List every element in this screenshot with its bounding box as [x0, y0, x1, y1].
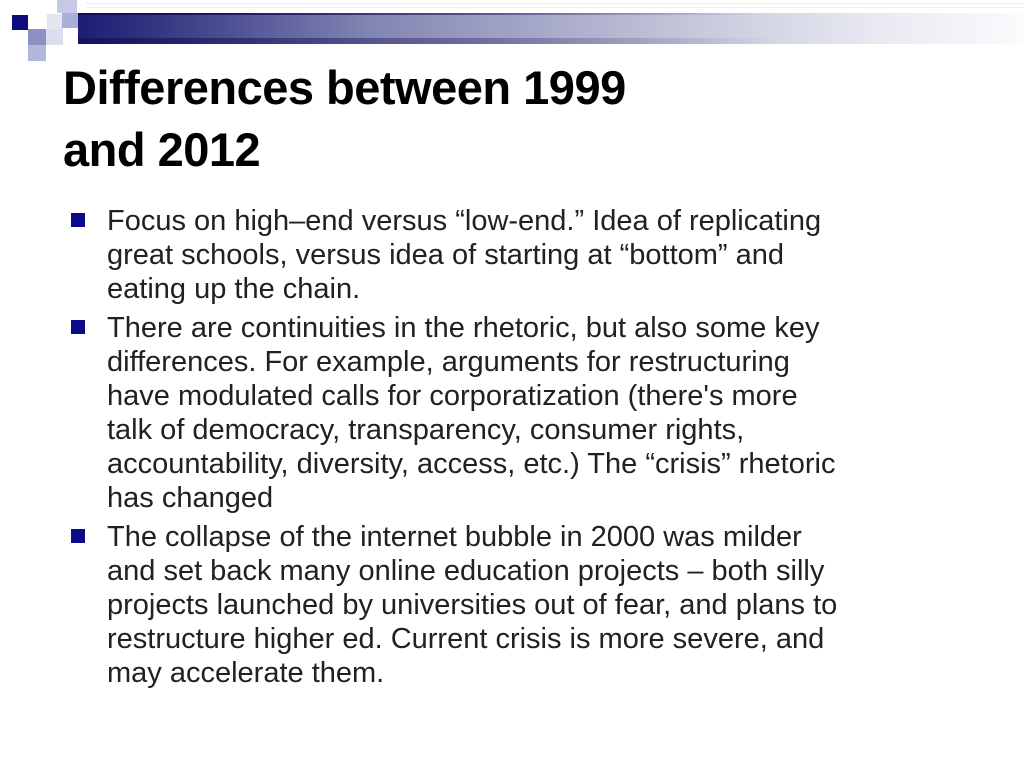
decorative-square [46, 29, 63, 45]
decorative-square [28, 29, 46, 45]
slide-title [63, 57, 626, 181]
bullet-text-line: accountability, diversity, access, etc.) The “crisis” rhetoric [107, 448, 836, 480]
bullet-square-icon [71, 213, 85, 227]
faint-top-line [86, 3, 1024, 4]
bullet-text-line: may accelerate them. [107, 657, 385, 689]
decorative-square [28, 45, 46, 61]
decorative-square [62, 13, 78, 28]
bullet-text-line: and set back many online education projects – both silly [107, 555, 825, 587]
header-gradient-bar [78, 13, 1024, 44]
bullet-square-icon [71, 529, 85, 543]
slide-title-line: Differences between 1999 [63, 61, 626, 114]
bullet-text-line: have modulated calls for corporatization (there's more [107, 380, 798, 412]
bullet-square-icon [71, 320, 85, 334]
decorative-square [57, 0, 77, 13]
bullet-text-line: restructure higher ed. Current crisis is more severe, and [107, 623, 825, 655]
bullet-text-line: There are continuities in the rhetoric, but also some key [107, 312, 820, 344]
bullet-item [63, 311, 998, 515]
bullet-item [63, 204, 998, 306]
decorative-square [47, 14, 63, 29]
bullet-text-line: talk of democracy, transparency, consumer rights, [107, 414, 745, 446]
faint-top-line [86, 7, 1024, 8]
bullet-text-line: differences. For example, arguments for restructuring [107, 346, 790, 378]
bullet-text-line: The collapse of the internet bubble in 2000 was milder [107, 521, 802, 553]
bullet-text-line: projects launched by universities out of fear, and plans to [107, 589, 838, 621]
decorative-square [12, 15, 28, 30]
bullet-item [63, 520, 998, 690]
bullet-text-line: Focus on high–end versus “low-end.” Idea of replicating [107, 205, 822, 237]
slide-title-line: and 2012 [63, 123, 261, 176]
bullet-text-line: has changed [107, 482, 274, 514]
bullet-text-line: eating up the chain. [107, 273, 361, 305]
bullet-text-line: great schools, versus idea of starting at “bottom” and [107, 239, 785, 271]
bullet-list [63, 204, 998, 695]
